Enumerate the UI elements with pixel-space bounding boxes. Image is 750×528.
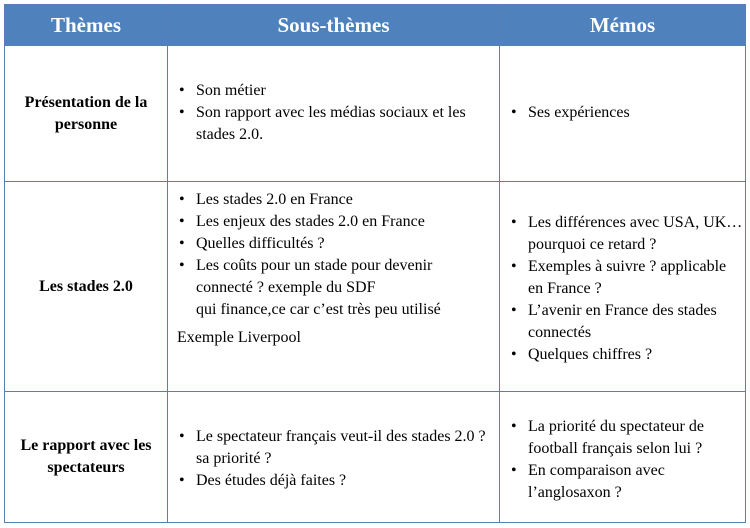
header-memos: Mémos	[500, 5, 745, 45]
header-sous-themes: Sous-thèmes	[168, 5, 499, 45]
list-item: • Les enjeux des stades 2.0 en France	[177, 211, 495, 233]
sous-themes-cell	[177, 80, 495, 146]
theme-label: Le rapport avec les spectateurs	[20, 437, 152, 476]
bullet-list	[509, 212, 743, 366]
list-item: • Exemples à suivre ? applicable en France ?	[509, 256, 743, 300]
memos-cell	[509, 102, 743, 124]
theme-label: Présentation de la personne	[24, 93, 148, 133]
list-item: • Le spectateur français veut-il des stades 2.0 ? sa priorité ?	[177, 426, 495, 470]
list-item: • Quelles difficultés ?	[177, 233, 495, 255]
list-item: • Les stades 2.0 en France	[177, 189, 495, 211]
list-item: • Quelques chiffres ?	[509, 344, 743, 366]
memos-cell	[509, 416, 743, 504]
column-divider	[499, 5, 500, 522]
themes-table	[4, 4, 746, 523]
sous-themes-cell	[177, 189, 495, 349]
list-item: • En comparaison avec l’anglosaxon ?	[509, 460, 743, 504]
list-item: • Ses expériences	[509, 102, 743, 124]
memos-cell	[509, 212, 743, 366]
list-item: • Des études déjà faites ?	[177, 470, 495, 492]
bullet-list	[177, 80, 495, 146]
list-item-continuation: qui finance,ce car c’est très peu utilisé	[196, 301, 441, 318]
theme-cell	[5, 182, 167, 391]
sous-themes-cell	[177, 426, 495, 492]
list-item: • Son métier	[177, 80, 495, 102]
theme-cell	[5, 392, 167, 522]
theme-label: Les stades 2.0	[39, 277, 133, 295]
bullet-list	[509, 102, 743, 124]
column-divider	[167, 5, 168, 522]
list-item: • Son rapport avec les médias sociaux et les stades 2.0.	[177, 102, 495, 146]
list-item: • Les différences avec USA, UK… pourquoi ce retard ?	[509, 212, 743, 256]
theme-cell	[5, 46, 167, 181]
bullet-list	[177, 189, 495, 321]
list-item: • L’avenir en France des stades connectés	[509, 300, 743, 344]
bullet-list	[509, 416, 743, 504]
bullet-list	[177, 426, 495, 492]
list-item: • Les coûts pour un stade pour devenir connecté ? exemple du SDF	[177, 255, 495, 299]
header-themes: Thèmes	[5, 5, 167, 45]
example-note: Exemple Liverpool	[177, 329, 301, 346]
list-item: • La priorité du spectateur de football français selon lui ?	[509, 416, 743, 460]
